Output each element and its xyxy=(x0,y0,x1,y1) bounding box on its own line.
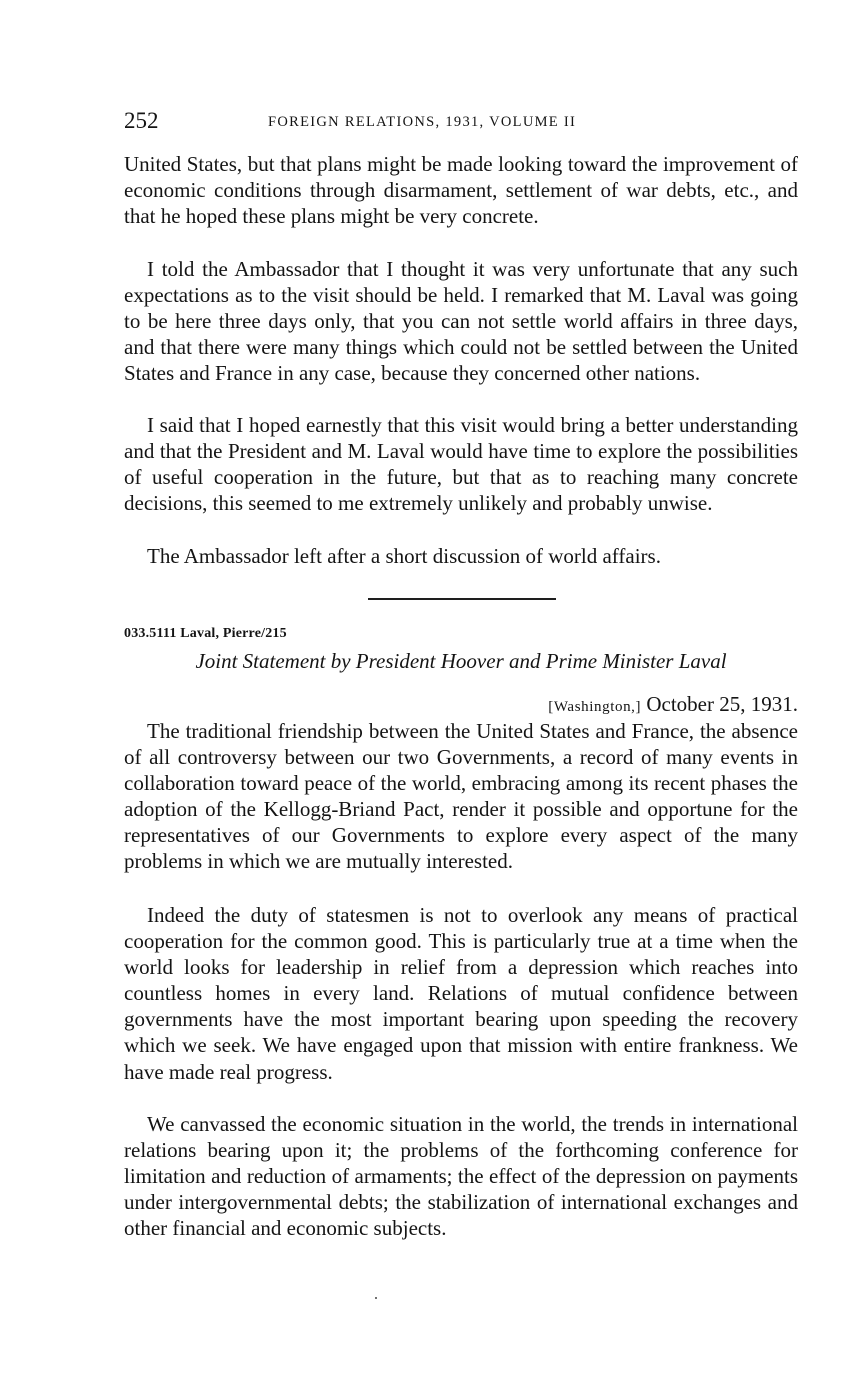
document-title: Joint Statement by President Hoover and Prime Minister Laval xyxy=(195,649,727,673)
file-reference: 033.5111 Laval, Pierre/215 xyxy=(124,626,287,641)
dateline-date: October 25, 1931. xyxy=(641,692,798,716)
paragraph: I told the Ambassador that I thought it was very unfortunate that any such expectations as to the visit should be held. I remarked that M. Laval was going to be here three days only, that you can not settle world affairs in three days, and that there were many things which could not be settled between the United States and France in any case, because they concerned other nations. xyxy=(124,257,798,386)
running-head: FOREIGN RELATIONS, 1931, VOLUME II xyxy=(268,114,577,130)
paragraph: The traditional friendship between the United States and France, the absence of all controversy between our two Governments, a record of many events in collaboration toward peace of the world, embracing among its recent phases the adoption of the Kellogg-Briand Pact, render it possible and opportune for the representatives of our Governments to explore every aspect of the many problems in which we are mutually interested. xyxy=(124,719,798,874)
dateline-place: [Washington,] xyxy=(548,699,642,715)
paragraph: We canvassed the economic situation in the world, the trends in international relations bearing upon it; the problems of the forthcoming conference for limitation and reduction of armaments; the effect of the depression on payments under intergovernmental debts; the stabilization of international exchanges and other financial and economic subjects. xyxy=(124,1112,798,1241)
page-number: 252 xyxy=(124,108,159,133)
section-divider xyxy=(368,598,556,600)
page-header xyxy=(124,106,798,138)
paragraph: Indeed the duty of statesmen is not to overlook any means of practical cooperation for the common good. This is particularly true at a time when the world looks for leadership in relief from a depression which reaches into countless homes in every land. Relations of mutual confidence between governments have the most important bearing upon speeding the recovery which we seek. We have engaged upon that mission with entire frankness. We have made real progress. xyxy=(124,903,798,1084)
paragraph: I said that I hoped earnestly that this visit would bring a better understanding and that the President and M. Laval would have time to explore the possibilities of useful cooperation in the future, but that as to reaching many concrete decisions, this seemed to me extremely unlikely and probably unwise. xyxy=(124,413,798,516)
paragraph-continued: United States, but that plans might be made looking toward the improvement of economic conditions through disarmament, settlement of war debts, etc., and that he hoped these plans might be very concrete. xyxy=(124,152,798,229)
paragraph: The Ambassador left after a short discussion of world affairs. xyxy=(147,544,661,568)
print-speck xyxy=(375,1297,377,1299)
dateline xyxy=(548,690,798,721)
